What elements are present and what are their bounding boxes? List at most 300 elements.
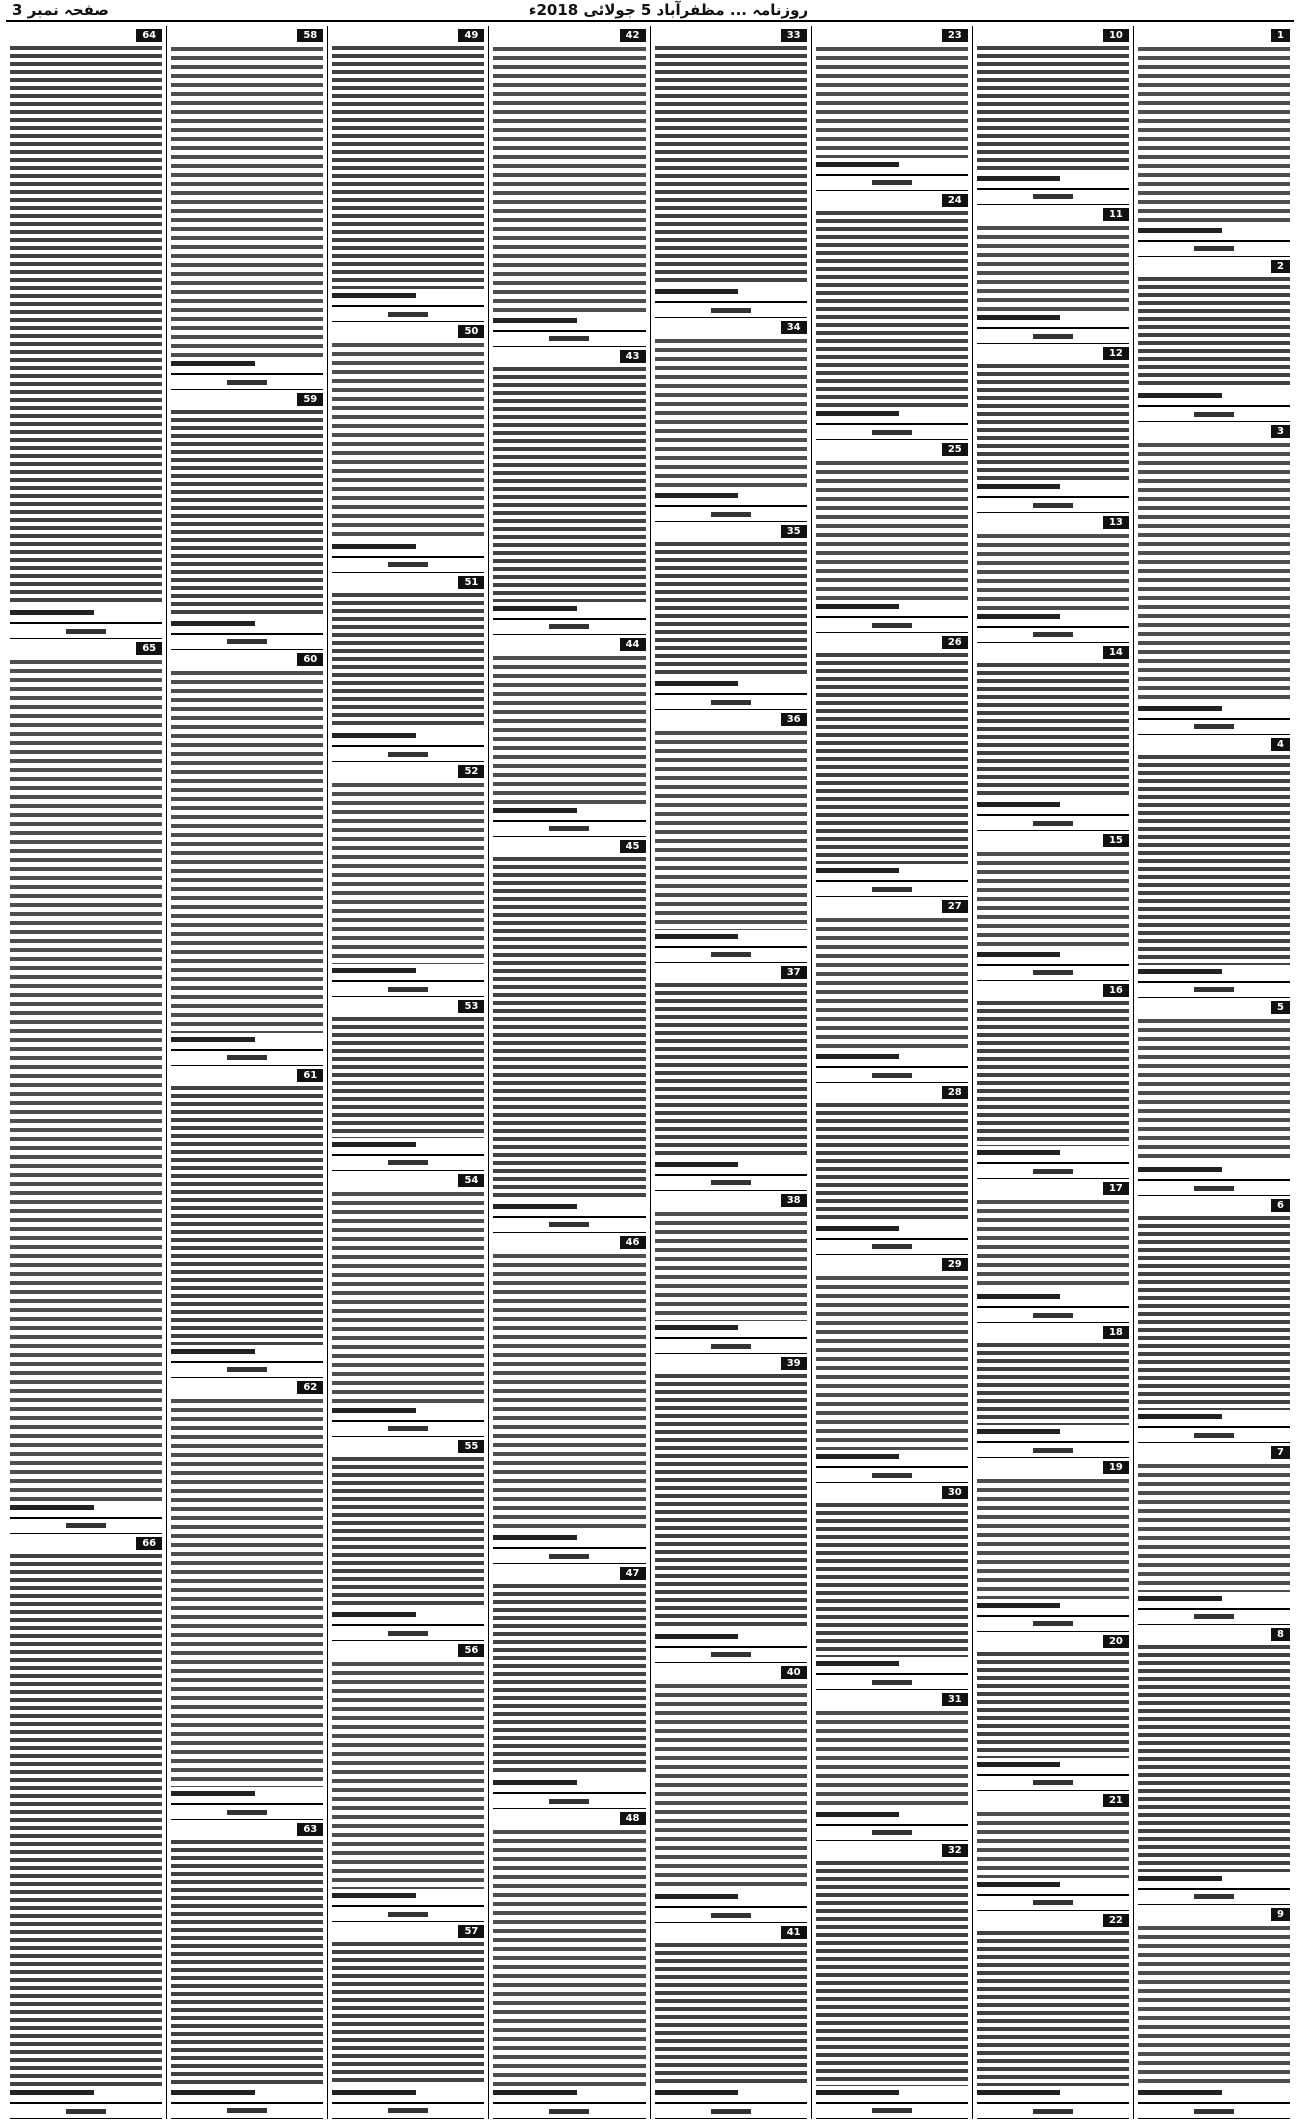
notice: [1138, 1196, 1290, 1443]
notice-number-badge: 30: [942, 1486, 968, 1499]
notice-body-text: [977, 531, 1129, 610]
notice-body-text: [1138, 1461, 1290, 1592]
notice-number-badge: 45: [620, 840, 646, 853]
notice: [332, 997, 484, 1171]
notice-number-badge: 40: [781, 1666, 807, 1679]
notice-number-badge: 62: [297, 1381, 323, 1394]
notice-separator: [10, 1517, 162, 1534]
notice-signature: [10, 608, 162, 618]
notice: [493, 1564, 645, 1809]
notice-separator: [816, 1466, 968, 1483]
notice-signature: [977, 313, 1129, 323]
notice: [816, 633, 968, 897]
notice-separator: [816, 616, 968, 633]
notice-signature: [10, 1503, 162, 1513]
notice-body-text: [977, 1341, 1129, 1425]
notice-number-badge: 38: [781, 1194, 807, 1207]
notice-separator: [977, 1306, 1129, 1323]
notice-number-badge: 66: [136, 1537, 162, 1550]
notice-body-text: [332, 44, 484, 289]
notice-signature: [1138, 391, 1290, 401]
notice-separator: [493, 618, 645, 635]
notice-separator: [493, 1547, 645, 1564]
notice-separator: [816, 1673, 968, 1690]
notice-separator: [1138, 1608, 1290, 1625]
column-1: [1133, 26, 1294, 2119]
notice: [1138, 422, 1290, 734]
notice-signature: [1138, 1165, 1290, 1175]
notice-number-badge: 44: [620, 638, 646, 651]
notice-number-badge: 4: [1271, 738, 1290, 751]
notice-number-badge: 29: [942, 1258, 968, 1271]
notice-separator: [493, 330, 645, 347]
notice: [171, 26, 323, 390]
notice-body-text: [332, 1455, 484, 1608]
notice-body-text: [816, 209, 968, 408]
notice: [816, 26, 968, 191]
notice-body-text: [977, 1809, 1129, 1878]
notice-signature: [332, 731, 484, 741]
notice-separator: [977, 1441, 1129, 1458]
notice: [493, 347, 645, 635]
notice-signature: [816, 1052, 968, 1062]
notice: [1138, 257, 1290, 422]
notice-separator: [1138, 2102, 1290, 2119]
notice-separator: [655, 1646, 807, 1663]
notice: [977, 513, 1129, 643]
notice-separator: [655, 1174, 807, 1191]
notice-separator: [332, 305, 484, 322]
notice-body-text: [816, 651, 968, 864]
notice-body-text: [816, 1101, 968, 1222]
notice-body-text: [493, 653, 645, 804]
notice: [977, 1911, 1129, 2119]
notice-signature: [10, 2088, 162, 2098]
notice: [816, 1690, 968, 1840]
notice-number-badge: 9: [1271, 1908, 1290, 1921]
notice-body-text: [332, 1015, 484, 1138]
notice: [977, 981, 1129, 1179]
notice-separator: [171, 1049, 323, 1066]
notice-signature: [1138, 1874, 1290, 1884]
notice-number-badge: 37: [781, 966, 807, 979]
notice-body-text: [332, 1189, 484, 1404]
notice-number-badge: 48: [620, 1812, 646, 1825]
notice-separator: [655, 1337, 807, 1354]
notice-separator: [493, 1216, 645, 1233]
notice-number-badge: 33: [781, 29, 807, 42]
notice-number-badge: 41: [781, 1926, 807, 1939]
notice: [10, 1534, 162, 2119]
notice-number-badge: 6: [1271, 1199, 1290, 1212]
notice-signature: [977, 2088, 1129, 2098]
notice: [171, 1378, 323, 1820]
notice: [332, 26, 484, 322]
column-2: [972, 26, 1133, 2119]
notice: [493, 1233, 645, 1564]
notice: [655, 1191, 807, 1355]
column-5: [488, 26, 649, 2119]
notice-body-text: [816, 1708, 968, 1807]
notice: [977, 344, 1129, 513]
notice-body-text: [655, 336, 807, 489]
column-7: [166, 26, 327, 2119]
notice-number-badge: 54: [458, 1174, 484, 1187]
notice-body-text: [171, 1838, 323, 2086]
notice-body-text: [171, 1396, 323, 1787]
notice: [977, 205, 1129, 344]
notice-separator: [977, 188, 1129, 205]
notice-separator: [1138, 405, 1290, 422]
notice-separator: [655, 505, 807, 522]
notice: [816, 1083, 968, 1255]
notice-separator: [332, 2102, 484, 2119]
notice-signature: [816, 409, 968, 419]
notice-signature: [493, 1778, 645, 1788]
notice-number-badge: 65: [136, 642, 162, 655]
notice-body-text: [493, 1251, 645, 1531]
notice-body-text: [977, 1650, 1129, 1758]
notice: [332, 762, 484, 997]
notice-number-badge: 51: [458, 576, 484, 589]
notice-signature: [816, 602, 968, 612]
notice-body-text: [977, 44, 1129, 172]
notice-body-text: [977, 1476, 1129, 1599]
notice-separator: [977, 1162, 1129, 1179]
notice-separator: [1138, 1179, 1290, 1196]
notice-number-badge: 2: [1271, 260, 1290, 273]
notice: [10, 639, 162, 1533]
notice: [655, 1923, 807, 2119]
notice-number-badge: 53: [458, 1000, 484, 1013]
notice-body-text: [655, 1941, 807, 2086]
column-3: [811, 26, 972, 2119]
notice-number-badge: 32: [942, 1844, 968, 1857]
notice-body-text: [816, 458, 968, 600]
notice-number-badge: 50: [458, 325, 484, 338]
notice: [655, 318, 807, 522]
notice: [332, 1641, 484, 1922]
notice-number-badge: 25: [942, 443, 968, 456]
notice-body-text: [977, 1929, 1129, 2086]
notice-signature: [493, 2088, 645, 2098]
notice-signature: [655, 1323, 807, 1333]
notice: [655, 26, 807, 318]
notice: [655, 1663, 807, 1923]
notice-body-text: [171, 44, 323, 357]
notice: [816, 897, 968, 1083]
masthead: [6, 0, 1294, 22]
notice-separator: [332, 556, 484, 573]
notice-signature: [171, 619, 323, 629]
notice-body-text: [655, 728, 807, 929]
notice: [171, 650, 323, 1066]
notice-separator: [493, 820, 645, 837]
notice-separator: [171, 1361, 323, 1378]
notice-signature: [977, 1292, 1129, 1302]
notice: [1138, 1625, 1290, 1905]
notice-body-text: [171, 1084, 323, 1345]
notice-signature: [816, 866, 968, 876]
notice-separator: [493, 2102, 645, 2119]
notice: [171, 1820, 323, 2119]
notice-separator: [332, 1420, 484, 1437]
notice-body-text: [977, 849, 1129, 947]
notice-signature: [1138, 1594, 1290, 1604]
notice-separator: [977, 1894, 1129, 1911]
notice-signature: [977, 1427, 1129, 1437]
notice-signature: [977, 174, 1129, 184]
notice-body-text: [10, 1552, 162, 2086]
notice-separator: [1138, 718, 1290, 735]
notice-signature: [332, 1406, 484, 1416]
notice-separator: [816, 1824, 968, 1841]
notice: [977, 1632, 1129, 1791]
notice-signature: [816, 1810, 968, 1820]
notice-signature: [332, 1140, 484, 1150]
notice-number-badge: 13: [1103, 516, 1129, 529]
notice-number-badge: 18: [1103, 1326, 1129, 1339]
notice-number-badge: 63: [297, 1823, 323, 1836]
notice-separator: [977, 1774, 1129, 1791]
notice-signature: [493, 604, 645, 614]
notice-separator: [816, 2102, 968, 2119]
notice-signature: [332, 1891, 484, 1901]
notice-number-badge: 11: [1103, 208, 1129, 221]
notice-body-text: [493, 365, 645, 602]
notice-signature: [332, 1610, 484, 1620]
notice-body-text: [1138, 44, 1290, 224]
notice-body-text: [1138, 1214, 1290, 1410]
notice-separator: [171, 373, 323, 390]
notice-signature: [655, 1160, 807, 1170]
notice: [977, 1458, 1129, 1632]
notice-number-badge: 28: [942, 1086, 968, 1099]
notice-number-badge: 5: [1271, 1001, 1290, 1014]
notice-body-text: [816, 1501, 968, 1657]
notice-separator: [171, 2102, 323, 2119]
notice-number-badge: 21: [1103, 1794, 1129, 1807]
notice-body-text: [1138, 1016, 1290, 1163]
notice-number-badge: 10: [1103, 29, 1129, 42]
notice-number-badge: 61: [297, 1069, 323, 1082]
notice-body-text: [493, 1582, 645, 1776]
notice: [977, 26, 1129, 205]
notice-number-badge: 46: [620, 1236, 646, 1249]
notice-signature: [977, 800, 1129, 810]
notice-signature: [332, 291, 484, 301]
column-8: [6, 26, 166, 2119]
notice-signature: [977, 950, 1129, 960]
notice-number-badge: 58: [297, 29, 323, 42]
notice-number-badge: 12: [1103, 347, 1129, 360]
notice: [977, 831, 1129, 980]
notice-separator: [977, 2102, 1129, 2119]
notice-number-badge: 64: [136, 29, 162, 42]
notice: [493, 837, 645, 1233]
notice: [655, 710, 807, 962]
notice-signature: [977, 1760, 1129, 1770]
notice-body-text: [493, 1827, 645, 2086]
notice-body-text: [1138, 275, 1290, 389]
notice-body-text: [10, 44, 162, 606]
notice-number-badge: 7: [1271, 1446, 1290, 1459]
notice-number-badge: 17: [1103, 1182, 1129, 1195]
notice: [1138, 735, 1290, 998]
notice-number-badge: 56: [458, 1644, 484, 1657]
notice: [1138, 998, 1290, 1196]
notice-number-badge: 15: [1103, 834, 1129, 847]
notice-separator: [655, 946, 807, 963]
notice-signature: [493, 316, 645, 326]
notice-separator: [171, 1803, 323, 1820]
notice: [332, 322, 484, 572]
notice: [493, 635, 645, 837]
notice-signature: [655, 1892, 807, 1902]
notice-body-text: [171, 408, 323, 617]
notice-number-badge: 24: [942, 194, 968, 207]
notice-body-text: [332, 340, 484, 539]
notice-separator: [332, 1624, 484, 1641]
notice-signature: [655, 491, 807, 501]
notice-number-badge: 1: [1271, 29, 1290, 42]
notice-body-text: [332, 1940, 484, 2086]
notice-number-badge: 39: [781, 1357, 807, 1370]
notice-separator: [816, 174, 968, 191]
notice-number-badge: 26: [942, 636, 968, 649]
notice-separator: [816, 880, 968, 897]
notice-signature: [977, 1880, 1129, 1890]
notice: [816, 1483, 968, 1690]
notice-separator: [655, 693, 807, 710]
notice-separator: [332, 980, 484, 997]
notice-signature: [332, 2088, 484, 2098]
notice-body-text: [332, 780, 484, 964]
notice-signature: [493, 806, 645, 816]
notice-body-text: [977, 661, 1129, 799]
notice-signature: [655, 1632, 807, 1642]
classified-columns: [6, 26, 1294, 2119]
notice-number-badge: 59: [297, 393, 323, 406]
notice: [977, 1323, 1129, 1458]
notice-separator: [1138, 240, 1290, 257]
notice-body-text: [655, 981, 807, 1158]
notice-number-badge: 31: [942, 1693, 968, 1706]
notice-body-text: [816, 44, 968, 158]
notice-number-badge: 42: [620, 29, 646, 42]
notice: [655, 1354, 807, 1663]
notice-body-text: [1138, 440, 1290, 701]
notice-signature: [816, 2088, 968, 2098]
notice-body-text: [493, 44, 645, 314]
notice-separator: [655, 301, 807, 318]
notice-separator: [332, 1905, 484, 1922]
notice: [655, 963, 807, 1191]
notice-number-badge: 19: [1103, 1461, 1129, 1474]
notice-body-text: [816, 1859, 968, 2086]
notice: [977, 1791, 1129, 1911]
notice: [1138, 1905, 1290, 2119]
notice-separator: [1138, 1426, 1290, 1443]
notice-separator: [977, 327, 1129, 344]
notice-signature: [171, 1035, 323, 1045]
notice: [977, 643, 1129, 832]
notice-signature: [977, 1601, 1129, 1611]
notice-number-badge: 23: [942, 29, 968, 42]
notice-body-text: [493, 855, 645, 1200]
notice-number-badge: 52: [458, 765, 484, 778]
notice-body-text: [655, 44, 807, 285]
notice-separator: [10, 2102, 162, 2119]
notice-signature: [171, 1347, 323, 1357]
notice-signature: [1138, 226, 1290, 236]
notice-signature: [1138, 2088, 1290, 2098]
notice: [816, 1255, 968, 1483]
notice-signature: [977, 1148, 1129, 1158]
notice-separator: [493, 1792, 645, 1809]
notice-separator: [816, 423, 968, 440]
notice-separator: [171, 633, 323, 650]
notice-body-text: [171, 668, 323, 1033]
notice-body-text: [655, 1372, 807, 1630]
notice-number-badge: 16: [1103, 984, 1129, 997]
notice-body-text: [655, 1209, 807, 1322]
notice-signature: [816, 1224, 968, 1234]
notice: [171, 1066, 323, 1378]
notice-number-badge: 22: [1103, 1914, 1129, 1927]
notice-signature: [493, 1533, 645, 1543]
notice-signature: [977, 612, 1129, 622]
notice-body-text: [1138, 1923, 1290, 2086]
notice-signature: [816, 1659, 968, 1669]
notice-number-badge: 47: [620, 1567, 646, 1580]
notice-separator: [1138, 981, 1290, 998]
notice-signature: [655, 287, 807, 297]
notice-body-text: [655, 540, 807, 677]
notice-body-text: [655, 1681, 807, 1890]
notice-body-text: [1138, 1643, 1290, 1872]
notice-separator: [977, 964, 1129, 981]
notice-number-badge: 27: [942, 900, 968, 913]
notice-separator: [1138, 1888, 1290, 1905]
notice-body-text: [332, 1659, 484, 1889]
notice-number-badge: 20: [1103, 1635, 1129, 1648]
notice: [977, 1179, 1129, 1323]
notice-number-badge: 43: [620, 350, 646, 363]
notice-separator: [10, 622, 162, 639]
notice-number-badge: 60: [297, 653, 323, 666]
notice-number-badge: 14: [1103, 646, 1129, 659]
notice-body-text: [816, 1273, 968, 1450]
notice-separator: [655, 1906, 807, 1923]
notice: [1138, 26, 1290, 257]
notice-signature: [655, 679, 807, 689]
notice-signature: [1138, 1412, 1290, 1422]
notice-number-badge: 3: [1271, 425, 1290, 438]
notice-number-badge: 57: [458, 1925, 484, 1938]
notice-signature: [1138, 704, 1290, 714]
notice-body-text: [977, 999, 1129, 1146]
notice-body-text: [816, 915, 968, 1050]
notice-separator: [332, 745, 484, 762]
notice-body-text: [977, 1197, 1129, 1290]
notice-body-text: [977, 223, 1129, 311]
notice-signature: [816, 1452, 968, 1462]
notice-signature: [1138, 967, 1290, 977]
notice-signature: [655, 2088, 807, 2098]
notice-number-badge: 8: [1271, 1628, 1290, 1641]
notice-signature: [655, 932, 807, 942]
